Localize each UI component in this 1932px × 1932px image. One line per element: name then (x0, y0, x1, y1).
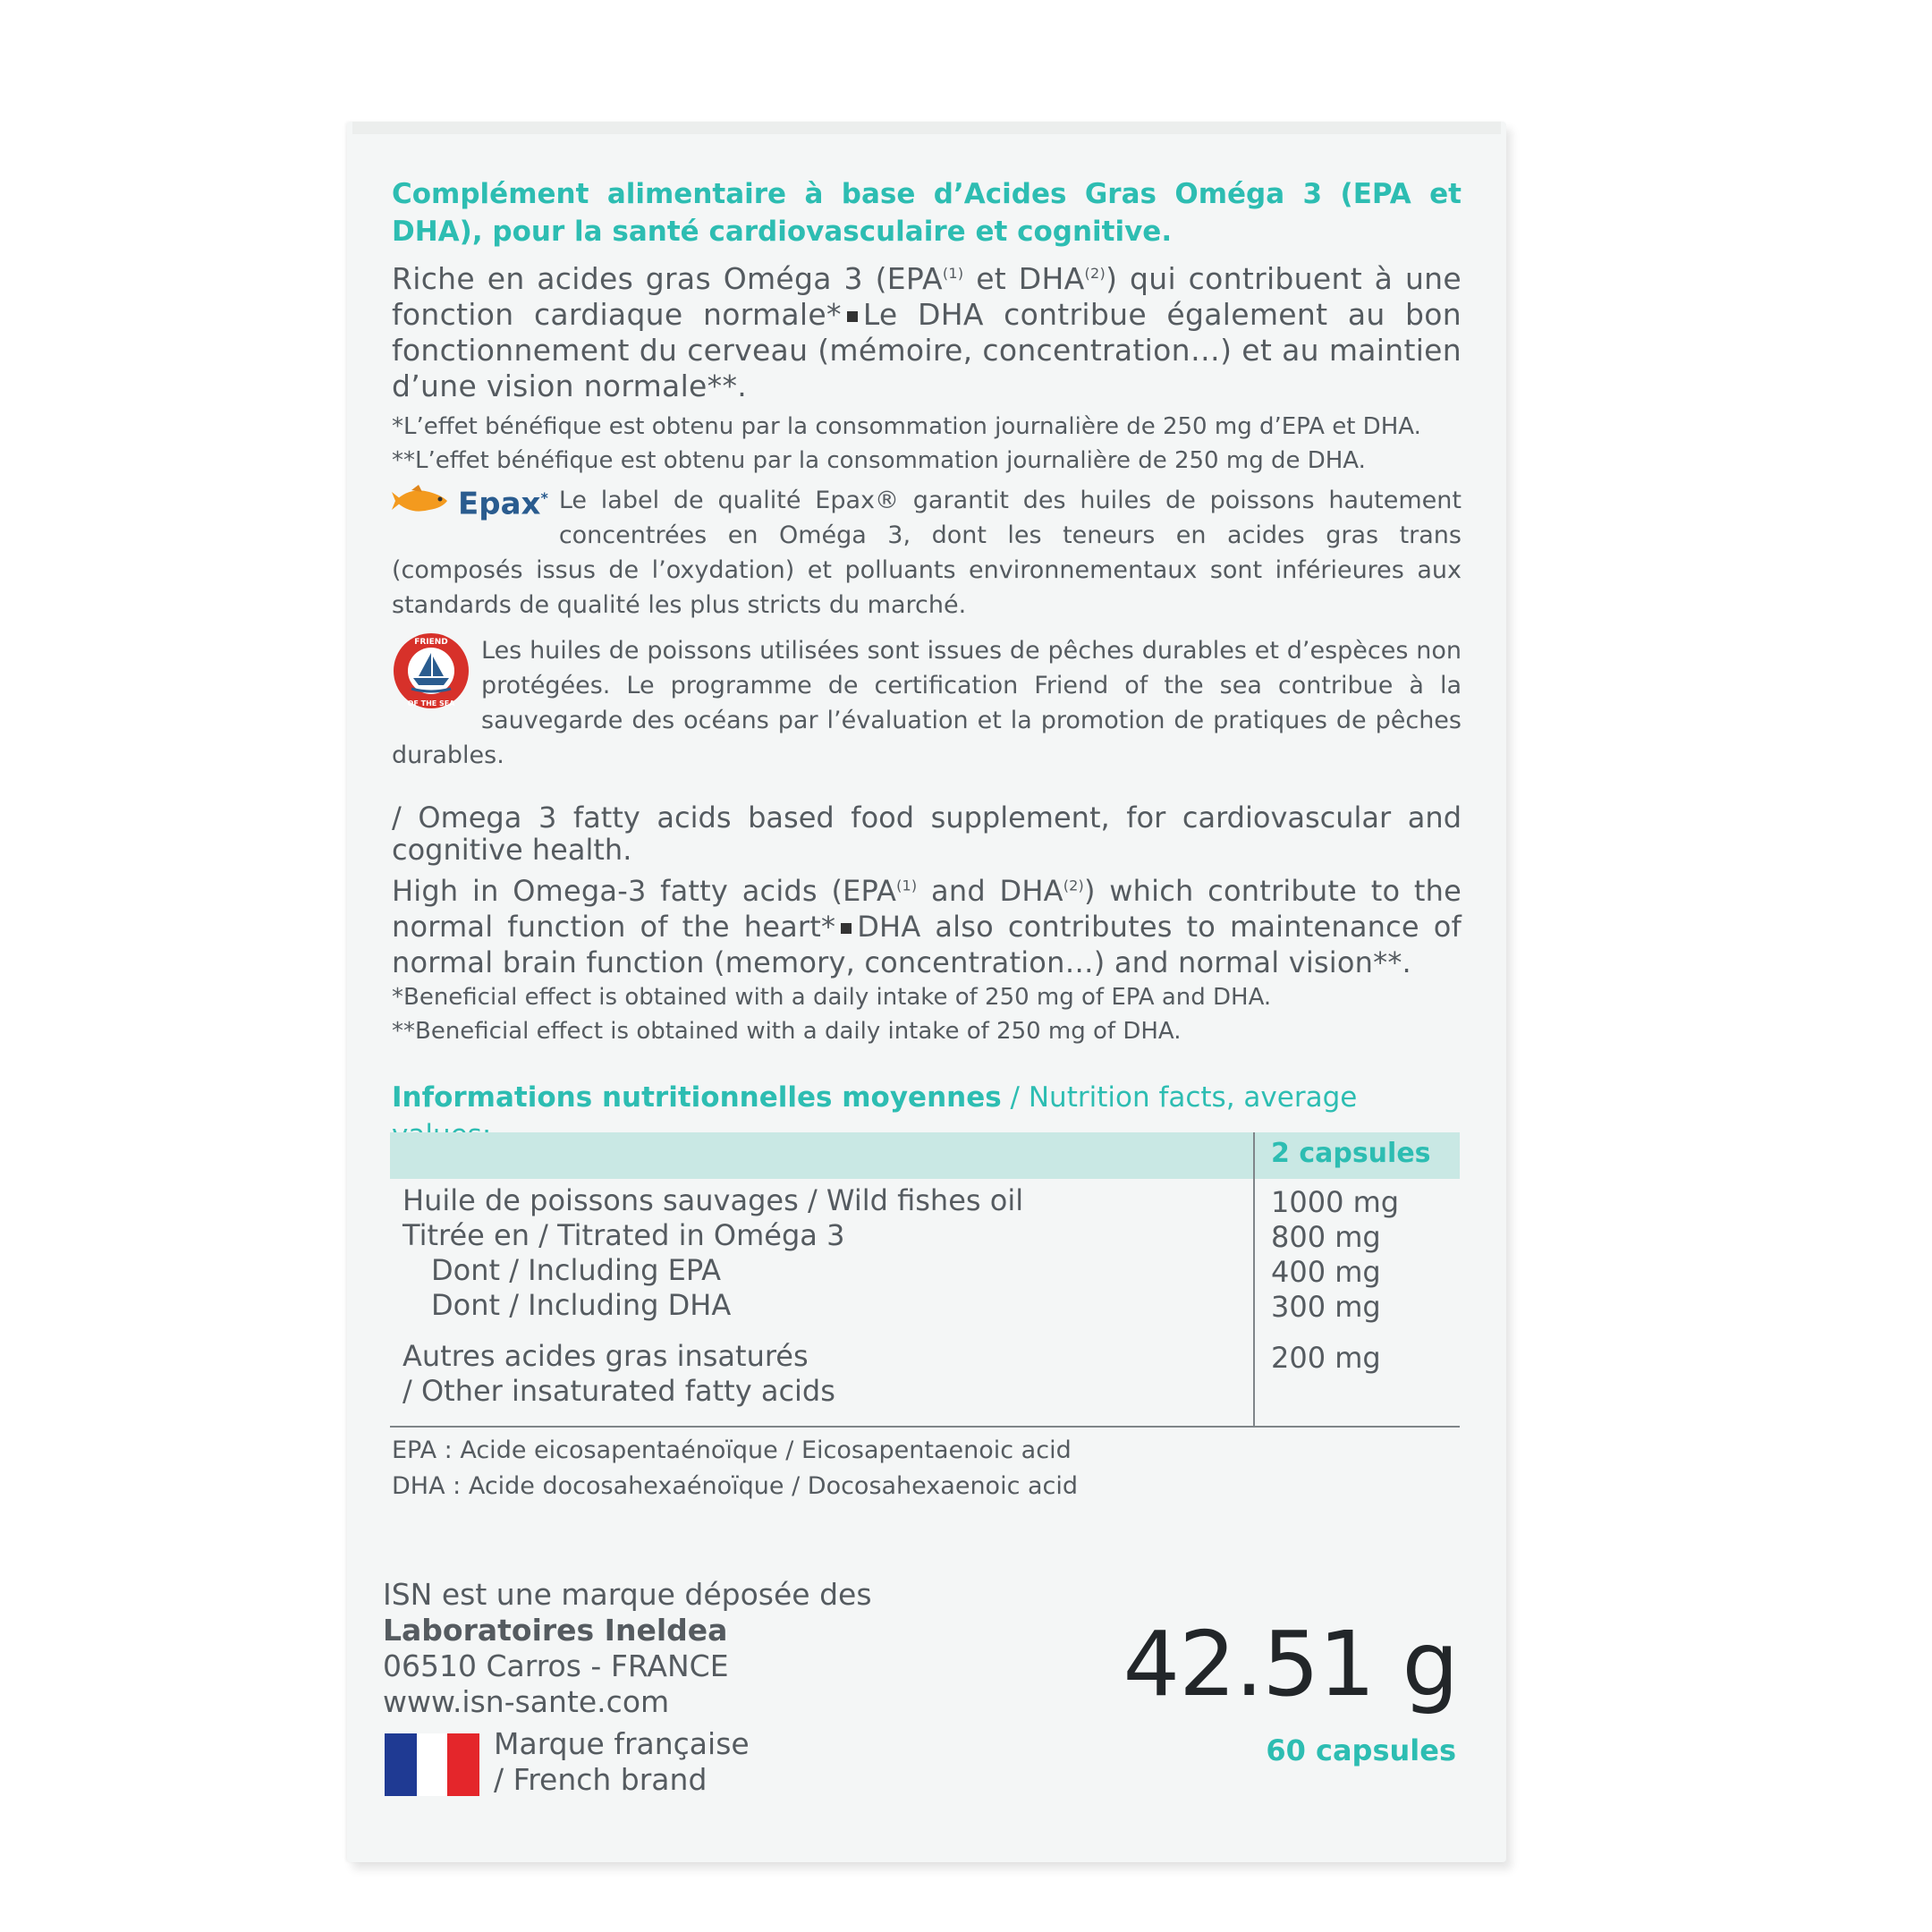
friend-of-the-sea-logo (392, 631, 470, 710)
company-location: 06510 Carros - FRANCE (383, 1648, 729, 1683)
nutrition-title-fr: Informations nutritionnelles moyennes (392, 1081, 1002, 1114)
footnote-ref-2: (2) (1084, 265, 1106, 282)
table-row-value: 300 mg (1271, 1290, 1381, 1324)
table-row-value: 1000 mg (1271, 1185, 1400, 1219)
svg-text:OF THE SEA: OF THE SEA (407, 699, 455, 708)
epax-brand-name: Epax* (458, 486, 548, 522)
column-header-capsules: 2 capsules (1271, 1138, 1431, 1169)
desc-en-part3: ) which contribute to the normal function of the heart* (392, 874, 1462, 944)
net-weight: 42.51 g (1123, 1612, 1458, 1716)
table-bottom-rule (390, 1426, 1460, 1428)
note-en-1: *Beneficial effect is obtained with a daily intake of 250 mg of EPA and DHA. (392, 984, 1272, 1011)
friend-of-the-sea-section (392, 633, 1462, 773)
nutrition-title-en: / Nutrition facts, average (1010, 1081, 1358, 1114)
french-flag-icon (385, 1733, 479, 1796)
capsule-count: 60 capsules (1266, 1733, 1456, 1767)
table-row-value: 200 mg (1271, 1341, 1381, 1375)
footnote-ref-1-en: (1) (896, 877, 918, 894)
table-row-label: Dont / Including EPA (431, 1253, 721, 1287)
description-fr (392, 261, 1462, 404)
table-row-label: Dont / Including DHA (431, 1288, 732, 1322)
company-name: Laboratoires Ineldea (383, 1613, 728, 1648)
footnote-ref-2-en: (2) (1063, 877, 1084, 894)
english-title: / Omega 3 fatty acids based food supplement, for cardiovascular and cognitive health. (392, 801, 1462, 867)
square-bullet-icon (841, 923, 852, 934)
trademark-line: ISN est une marque déposée des (383, 1577, 872, 1612)
table-row-value: 400 mg (1271, 1255, 1381, 1289)
abbreviation-dha: DHA : Acide docosahexaénoïque / Docosahexaenoic acid (392, 1472, 1079, 1500)
footnote-ref-1: (1) (942, 265, 964, 282)
nutrition-table (390, 1132, 1460, 1428)
desc-fr-part2: et DHA (963, 261, 1085, 296)
square-bullet-icon (847, 311, 858, 322)
note-fr-1: *L’effet bénéfique est obtenu par la consommation journalière de 250 mg d’EPA et DHA. (392, 413, 1421, 440)
box-top-flap (352, 122, 1501, 134)
table-row-label: Autres acides gras insaturés (402, 1339, 809, 1373)
table-row-label-en: / Other insaturated fatty acids (402, 1374, 835, 1408)
french-brand-label (494, 1726, 750, 1798)
column-divider (1253, 1132, 1255, 1428)
desc-fr-part4: Le DHA contribue également au bon fonctionnement du cerveau (mémoire, concentration…) et au maintien d’une vision normale**. (392, 297, 1462, 403)
table-row-value: 800 mg (1271, 1220, 1381, 1254)
table-row-label: Huile de poissons sauvages / Wild fishes oil (402, 1183, 1024, 1217)
abbreviation-epa: EPA : Acide eicosapentaénoïque / Eicosapentaenoic acid (392, 1436, 1072, 1464)
description-en (392, 873, 1462, 980)
desc-en-part4: DHA also contributes to maintenance of normal brain function (memory, concentration…) and normal vision**. (392, 910, 1462, 979)
company-address (383, 1577, 872, 1720)
desc-fr-part1: Riche en acides gras Oméga 3 (EPA (392, 261, 943, 296)
product-headline: Complément alimentaire à base d’Acides Gras Oméga 3 (EPA et DHA), pour la santé cardiovasculaire et cognitive. (392, 178, 1462, 248)
note-en-2: **Beneficial effect is obtained with a daily intake of 250 mg of DHA. (392, 1018, 1182, 1045)
svg-text:FRIEND: FRIEND (414, 638, 448, 647)
desc-en-part1: High in Omega-3 fatty acids (EPA (392, 874, 897, 908)
brand-fr: Marque française (494, 1726, 750, 1761)
table-row-label: Titrée en / Titrated in Oméga 3 (402, 1218, 845, 1252)
epax-section (392, 483, 1462, 623)
desc-en-part2: and DHA (917, 874, 1063, 908)
epax-description: Le label de qualité Epax® garantit des huiles de poissons hautement concentrées en Oméga 3, dont les teneurs en acides gras trans (composés issus de l’oxydation) et polluants environnementaux sont inférieures aux standards de qualité les plus stricts du marché. (392, 487, 1462, 619)
fots-description: Les huiles de poissons utilisées sont issues de pêches durables et d’espèces non protégées. Le programme de certification Friend of the sea contribue à la sauvegarde des océans par l’évaluation et la promotion de pratiques de pêches durables. (392, 637, 1462, 769)
epax-logo (392, 483, 548, 522)
desc-fr-part3: ) qui contribuent à une fonction cardiaque normale* (392, 261, 1462, 332)
brand-en: / French brand (494, 1762, 708, 1797)
fish-icon (392, 483, 454, 519)
company-website: www.isn-sante.com (383, 1684, 670, 1719)
note-fr-2: **L’effet bénéfique est obtenu par la consommation journalière de 250 mg de DHA. (392, 447, 1366, 474)
